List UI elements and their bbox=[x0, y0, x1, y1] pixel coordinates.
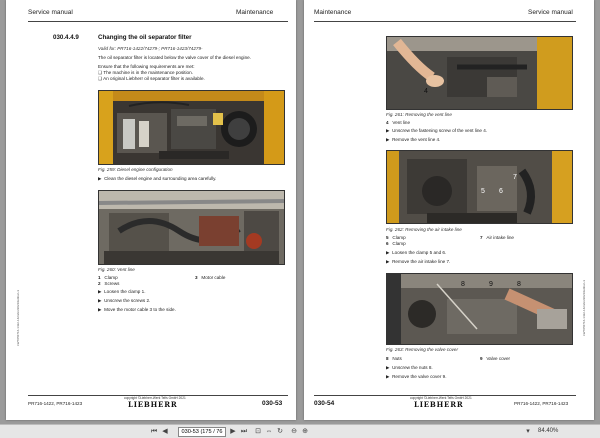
page-number: 030-54 bbox=[314, 400, 335, 407]
step-item: ▶ Clean the diesel engine and surrounding area carefully. bbox=[98, 176, 217, 181]
requirement-item: ❑ An original Liebherr oil separator filter is available. bbox=[98, 76, 205, 81]
valid-for: Valid for: PR716-1422/74279-; PR716-1423/74279- bbox=[98, 46, 203, 51]
step-item: ▶ Move the motor cable 3 to the side. bbox=[98, 307, 176, 312]
engine-photo bbox=[98, 90, 285, 165]
legend-item: 1 Clamp bbox=[98, 275, 118, 280]
header-left: Service manual bbox=[28, 9, 73, 16]
step-item: ▶ Loosen the clamp 1. bbox=[98, 289, 146, 294]
zoom-in-icon[interactable]: ⊕ bbox=[302, 428, 308, 435]
prev-page-icon[interactable]: ◀ bbox=[162, 428, 168, 435]
photo-callout: 9 bbox=[489, 281, 493, 288]
footer-model: PR716-1422, PR716-1423 bbox=[28, 401, 83, 406]
first-page-icon[interactable]: ⏮ bbox=[150, 428, 158, 435]
vent-line-removal-photo bbox=[386, 36, 573, 110]
document-side-code: LWT/PR716-1422-1423/en/2021/Edition-3 bbox=[582, 280, 586, 336]
figure-caption: Fig. 262: Removing the air intake line bbox=[386, 227, 462, 232]
liebherr-logo: LIEBHERR bbox=[128, 400, 178, 409]
legend-item: 2 Screws bbox=[98, 281, 120, 286]
header-right: Service manual bbox=[528, 9, 573, 16]
next-page-icon[interactable]: ▶ bbox=[230, 428, 236, 435]
vent-line-photo bbox=[98, 190, 285, 265]
section-title: Changing the oil separator filter bbox=[98, 34, 192, 41]
photo-callout: 8 bbox=[517, 281, 521, 288]
legend-item: 8 Nuts bbox=[386, 356, 402, 361]
header-rule bbox=[314, 21, 576, 22]
photo-callout: 7 bbox=[513, 174, 517, 181]
right-page bbox=[304, 0, 594, 420]
footer-copyright: copyright ©Liebherr-Werk Telfs GmbH 2021 bbox=[124, 396, 186, 400]
figure-caption: Fig. 259: Diesel engine configuration bbox=[98, 167, 173, 172]
requirements-intro: Ensure that the following requirements are met: bbox=[98, 64, 195, 69]
fit-page-icon[interactable]: ⊡ bbox=[255, 428, 261, 435]
header-right: Maintenance bbox=[236, 9, 274, 16]
page-number: 030-53 bbox=[262, 400, 283, 407]
zoom-out-icon[interactable]: ⊖ bbox=[291, 428, 297, 435]
footer-copyright: copyright ©Liebherr-Werk Telfs GmbH 2021 bbox=[410, 396, 472, 400]
legend-item: 9 Valve cover bbox=[480, 356, 511, 361]
rotate-icon[interactable]: ↻ bbox=[277, 428, 283, 435]
air-intake-photo bbox=[386, 150, 573, 224]
valve-cover-photo bbox=[386, 273, 573, 345]
section-number: 030.4.4.9 bbox=[53, 34, 79, 41]
step-item: ▶ Unscrew the screws 2. bbox=[98, 298, 151, 303]
legend-item: 6 Clamp bbox=[386, 241, 406, 246]
step-item: ▶ Unscrew the fastening screw of the vent line 4. bbox=[386, 128, 488, 133]
photo-callout: 8 bbox=[461, 281, 465, 288]
liebherr-logo: LIEBHERR bbox=[414, 400, 464, 409]
page-number-field[interactable] bbox=[178, 427, 226, 437]
last-page-icon[interactable]: ⏭ bbox=[240, 428, 248, 435]
header-rule bbox=[28, 21, 288, 22]
step-item: ▶ Unscrew the nuts 8. bbox=[386, 365, 433, 370]
step-item: ▶ Remove the valve cover 9. bbox=[386, 374, 447, 379]
figure-caption: Fig. 261: Removing the vent line bbox=[386, 112, 452, 117]
photo-callout: 6 bbox=[499, 188, 503, 195]
zoom-level[interactable]: 84.40% bbox=[538, 428, 559, 434]
step-item: ▶ Remove the vent line 4. bbox=[386, 137, 441, 142]
photo-callout: 4 bbox=[424, 88, 428, 95]
legend-item: 5 Clamp bbox=[386, 235, 406, 240]
legend-item: 3 Motor cable bbox=[195, 275, 226, 280]
left-page bbox=[6, 0, 296, 420]
header-left: Maintenance bbox=[314, 9, 352, 16]
legend-item: 4 Vent line bbox=[386, 120, 411, 125]
intro-text: The oil separator filter is located below the valve cover of the diesel engine. bbox=[98, 55, 251, 60]
figure-caption: Fig. 260: Vent line bbox=[98, 267, 135, 272]
viewer-toolbar bbox=[0, 424, 600, 438]
photo-callout: 5 bbox=[481, 188, 485, 195]
document-side-code: LWT/PR716-1422-1423/en/2021/Edition-3 bbox=[16, 290, 20, 346]
fit-width-icon[interactable]: ⇔ bbox=[265, 428, 273, 435]
step-item: ▶ Loosen the clamp 5 and 6. bbox=[386, 250, 447, 255]
footer-model: PR716-1422, PR716-1423 bbox=[514, 401, 569, 406]
figure-caption: Fig. 263: Removing the valve cover bbox=[386, 347, 459, 352]
step-item: ▶ Remove the air intake line 7. bbox=[386, 259, 451, 264]
zoom-dropdown-icon[interactable]: ▾ bbox=[526, 428, 530, 435]
legend-item: 7 Air intake line bbox=[480, 235, 514, 240]
requirement-item: ❑ The machine is in the maintenance position. bbox=[98, 70, 193, 75]
